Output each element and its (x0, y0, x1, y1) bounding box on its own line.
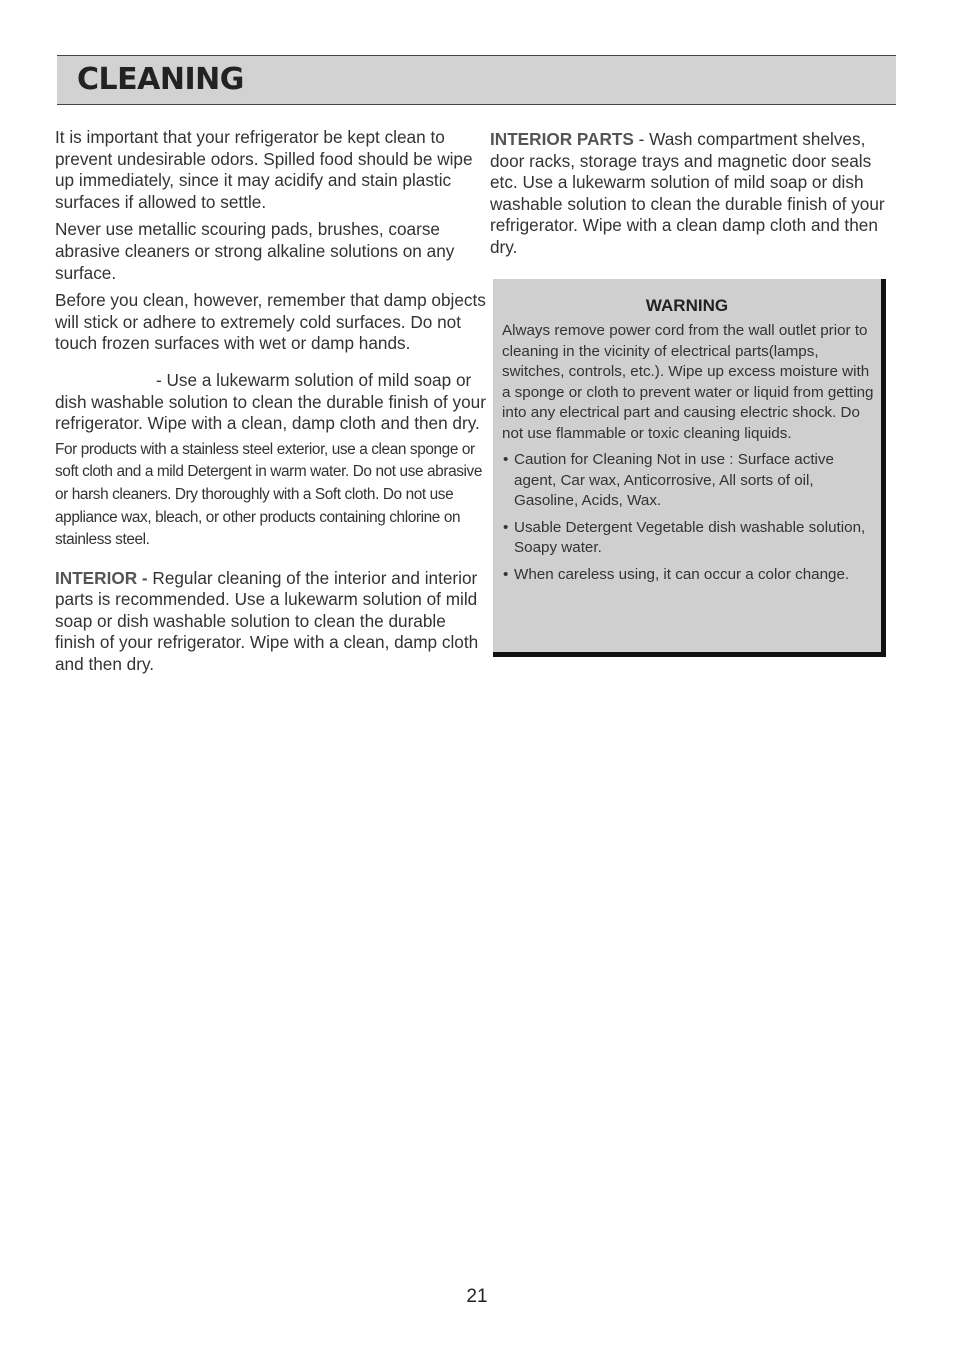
intro-paragraph: It is important that your refrigerator be kept clean to prevent undesirable odors. Spilled food should be wipe up immediately, since it may acidify and stain plastic surfaces if allowed to settle. (55, 127, 473, 212)
left-column (55, 127, 487, 676)
bullet-dot-icon: • (503, 451, 509, 468)
page-title: CLEANING (77, 62, 244, 97)
cold-surface-paragraph: Before you clean, however, remember that damp objects will stick or adhere to extremely cold surfaces. Do not touch frozen surfaces with wet or damp hands. (55, 290, 486, 354)
bullet-dot-icon: • (503, 565, 509, 583)
abrasive-warning-paragraph: Never use metallic scouring pads, brushes, coarse abrasive cleaners or strong alkaline solutions on any surface. (55, 219, 455, 283)
warning-bullet-text: When careless using, it can occur a color change. (514, 565, 850, 583)
warning-bullet-item (502, 518, 874, 559)
interior-parts-text: - Wash compartment shelves, door racks, storage trays and magnetic door seals etc. Use a lukewarm solution of mild soap or dish washable solution to clean the durable finish of your refrigerator. Wipe with a clean damp cloth and then dry. (490, 129, 885, 257)
warning-box (493, 279, 886, 657)
warning-title: WARNING (645, 296, 729, 315)
warning-bullet-text: Usable Detergent Vegetable dish washable solution, Soapy water. (514, 518, 866, 556)
page-number: 21 (466, 1286, 488, 1307)
warning-text: Always remove power cord from the wall outlet prior to cleaning in the vicinity of electrical parts(lamps, switches, controls, etc.). Wipe up excess moisture with a sponge or cloth to prevent water or liquid from getting into any electrical part and causing electric shock. Do not use flammable or toxic cleaning liquids. (502, 322, 874, 442)
bullet-dot-icon: • (503, 518, 509, 536)
warning-bullet-item (502, 450, 874, 512)
interior-parts-paragraph (490, 129, 900, 259)
section-header-bar (57, 55, 896, 105)
warning-bullet-item (502, 565, 874, 586)
interior-label: INTERIOR - (55, 567, 148, 588)
interior-paragraph (55, 568, 487, 676)
stainless-steel-note: For products with a stainless steel exterior, use a clean sponge or soft cloth and a mild Detergent in warm water. Do not use abrasive or harsh cleaners. Dry thoroughly with a Soft cloth. Do not use appliance wax, bleach, or other products containing chlorine on stainless steel. (55, 440, 482, 549)
right-column (490, 129, 900, 259)
interior-text: Regular cleaning of the interior and interior parts is recommended. Use a lukewarm solution of mild soap or dish washable solution to clean the durable finish of your refrigerator. Wipe with a clean, damp cloth and then dry. (55, 567, 479, 675)
warning-bullet-text: Caution for Cleaning Not in use : Surface active agent, Car wax, Anticorrosive, All sorts of oil, Gasoline, Acids, Wax. (514, 451, 834, 509)
interior-parts-label: INTERIOR PARTS (490, 129, 634, 149)
warning-body (502, 321, 874, 585)
exterior-paragraph: - Use a lukewarm solution of mild soap or dish washable solution to clean the durable finish of your refrigerator. Wipe with a clean, damp cloth and then dry. (55, 369, 486, 434)
